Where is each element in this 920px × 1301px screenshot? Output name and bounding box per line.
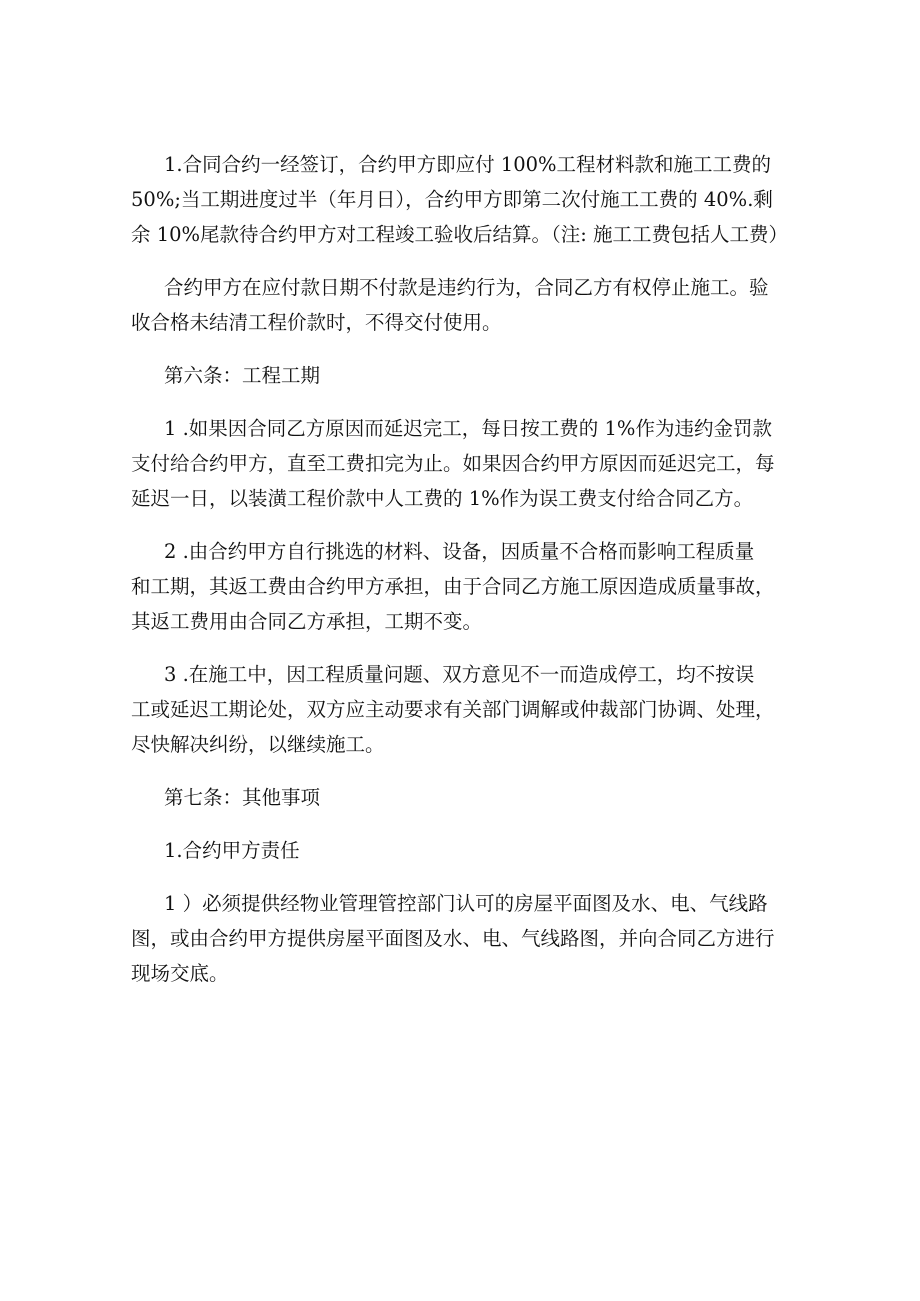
subsection-heading: 1.合约甲方责任 — [164, 839, 300, 862]
section-heading: 第七条：其他事项 — [164, 786, 321, 809]
text-line: 现场交底。 — [131, 962, 229, 985]
text-line: 2 .由合约甲方自行挑选的材料、设备，因质量不合格而影响工程质量 — [164, 540, 755, 563]
article-7-section-1 — [131, 833, 801, 868]
paragraph-payment-default — [131, 270, 801, 340]
paragraph-article-7-section-1-item-1 — [131, 886, 801, 991]
paragraph-article-6-item-3 — [131, 657, 801, 762]
text-line: 延迟一日，以装潢工程价款中人工费的 1%作为误工费支付给合同乙方。 — [131, 487, 754, 510]
paragraph-article-6-item-2 — [131, 534, 801, 639]
text-line: 收合格未结清工程价款时，不得交付使用。 — [131, 311, 502, 334]
text-line: 和工期，其返工费由合约甲方承担，由于合同乙方施工原因造成质量事故， — [131, 575, 775, 598]
paragraph-payment-schedule — [131, 147, 801, 252]
section-heading: 第六条：工程工期 — [164, 364, 321, 387]
text-line: 1 .如果因合同乙方原因而延迟完工，每日按工费的 1%作为违约金罚款 — [164, 417, 772, 440]
article-6-heading — [131, 358, 801, 393]
text-line: 3 .在施工中，因工程质量问题、双方意见不一而造成停工，均不按误 — [164, 663, 755, 686]
text-line: 支付给合约甲方，直至工费扣完为止。如果因合约甲方原因而延迟完工，每 — [131, 452, 775, 475]
text-line: 尽快解决纠纷，以继续施工。 — [131, 733, 385, 756]
contract-text — [131, 147, 801, 991]
text-line: 合约甲方在应付款日期不付款是违约行为，合同乙方有权停止施工。验 — [164, 276, 769, 299]
article-7-heading — [131, 780, 801, 815]
text-line: 50%;当工期进度过半（年月日），合约甲方即第二次付施工工费的 40%.剩 — [131, 188, 773, 211]
text-line: 图，或由合约甲方提供房屋平面图及水、电、气线路图，并向合同乙方进行 — [131, 927, 775, 950]
text-line: 工或延迟工期论处，双方应主动要求有关部门调解或仲裁部门协调、处理， — [131, 698, 775, 721]
text-line: 其返工费用由合同乙方承担，工期不变。 — [131, 610, 483, 633]
text-line: 1.合同合约一经签订，合约甲方即应付 100%工程材料款和施工工费的 — [164, 153, 772, 176]
text-line: 余 10%尾款待合约甲方对工程竣工验收后结算。（注: 施工工费包括人工费） — [131, 223, 789, 246]
paragraph-article-6-item-1 — [131, 411, 801, 516]
text-line: 1 ）必须提供经物业管理管控部门认可的房屋平面图及水、电、气线路 — [164, 892, 768, 915]
